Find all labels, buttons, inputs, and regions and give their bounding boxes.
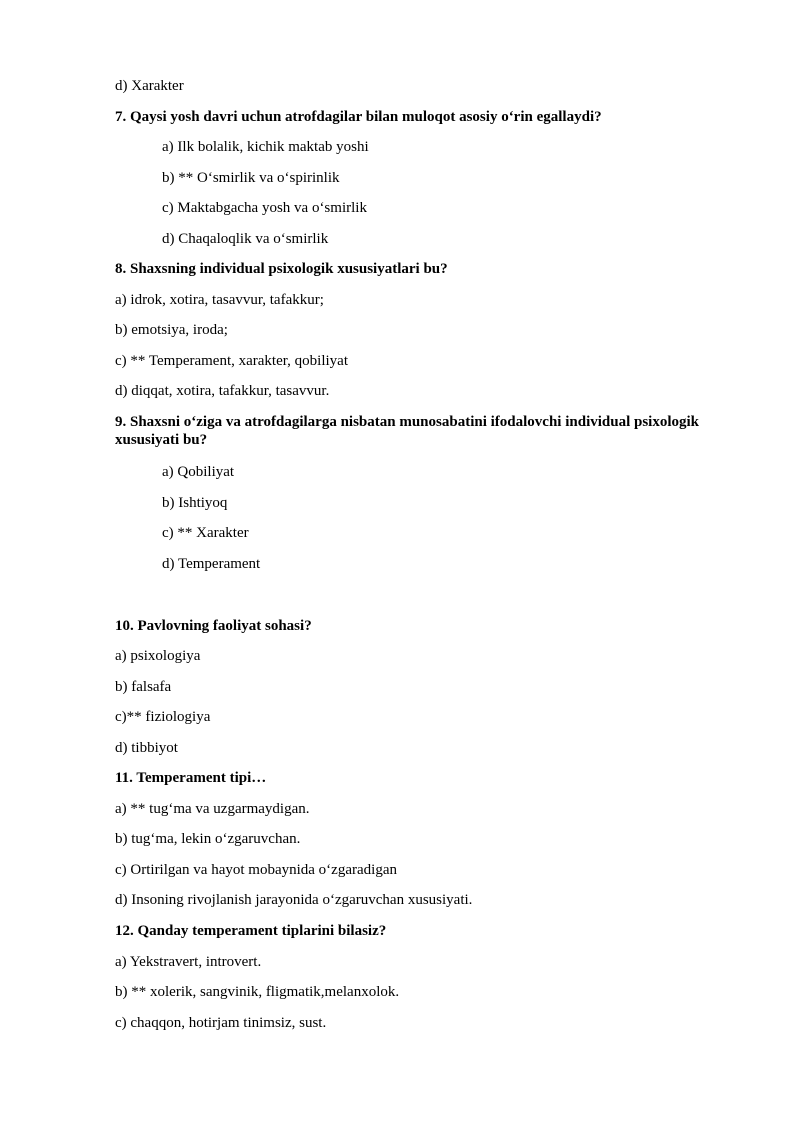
option-text: b) tug‘ma, lekin o‘zgaruvchan.: [115, 831, 301, 847]
option-text: c)** fiziologiya: [115, 709, 211, 725]
option-text: d) tibbiyot: [115, 740, 178, 756]
option-text: d) Insoning rivojlanish jarayonida o‘zgaruvchan xususiyati.: [115, 892, 473, 908]
question-title: 9. Shaxsni o‘ziga va atrofdagilarga nisbatan munosabatini ifodalovchi individual psixologik xususiyati bu?: [115, 414, 700, 448]
option-text: b) emotsiya, iroda;: [115, 322, 228, 338]
option-text: b) falsafa: [115, 679, 172, 695]
option-text: c) ** Xarakter: [162, 525, 249, 541]
option-text: d) Xarakter: [115, 78, 184, 94]
option-text: b) ** xolerik, sangvinik, fligmatik,melanxolok.: [115, 984, 400, 1000]
option-text: d) Temperament: [162, 556, 261, 572]
option-text: a) Qobiliyat: [162, 464, 235, 480]
option-text: c) ** Temperament, xarakter, qobiliyat: [115, 353, 348, 369]
question-title: 11. Temperament tipi…: [115, 770, 267, 786]
option-text: d) Chaqaloqlik va o‘smirlik: [162, 231, 329, 247]
question-title: 7. Qaysi yosh davri uchun atrofdagilar bilan muloqot asosiy o‘rin egallaydi?: [115, 109, 602, 125]
option-text: b) Ishtiyoq: [162, 495, 228, 511]
question-title: 8. Shaxsning individual psixologik xususiyatlari bu?: [115, 261, 448, 277]
option-text: d) diqqat, xotira, tafakkur, tasavvur.: [115, 383, 330, 399]
option-text: c) Ortirilgan va hayot mobaynida o‘zgaradigan: [115, 862, 397, 878]
option-text: c) chaqqon, hotirjam tinimsiz, sust.: [115, 1015, 327, 1031]
option-text: a) Ilk bolalik, kichik maktab yoshi: [162, 139, 369, 155]
option-text: a) Yekstravert, introvert.: [115, 954, 262, 970]
question-title: 10. Pavlovning faoliyat sohasi?: [115, 618, 312, 634]
option-text: a) ** tug‘ma va uzgarmaydigan.: [115, 801, 310, 817]
option-text: a) psixologiya: [115, 648, 201, 664]
option-text: b) ** O‘smirlik va o‘spirinlik: [162, 170, 340, 186]
option-text: c) Maktabgacha yosh va o‘smirlik: [162, 200, 367, 216]
question-title: 12. Qanday temperament tiplarini bilasiz?: [115, 923, 387, 939]
option-text: a) idrok, xotira, tasavvur, tafakkur;: [115, 292, 324, 308]
